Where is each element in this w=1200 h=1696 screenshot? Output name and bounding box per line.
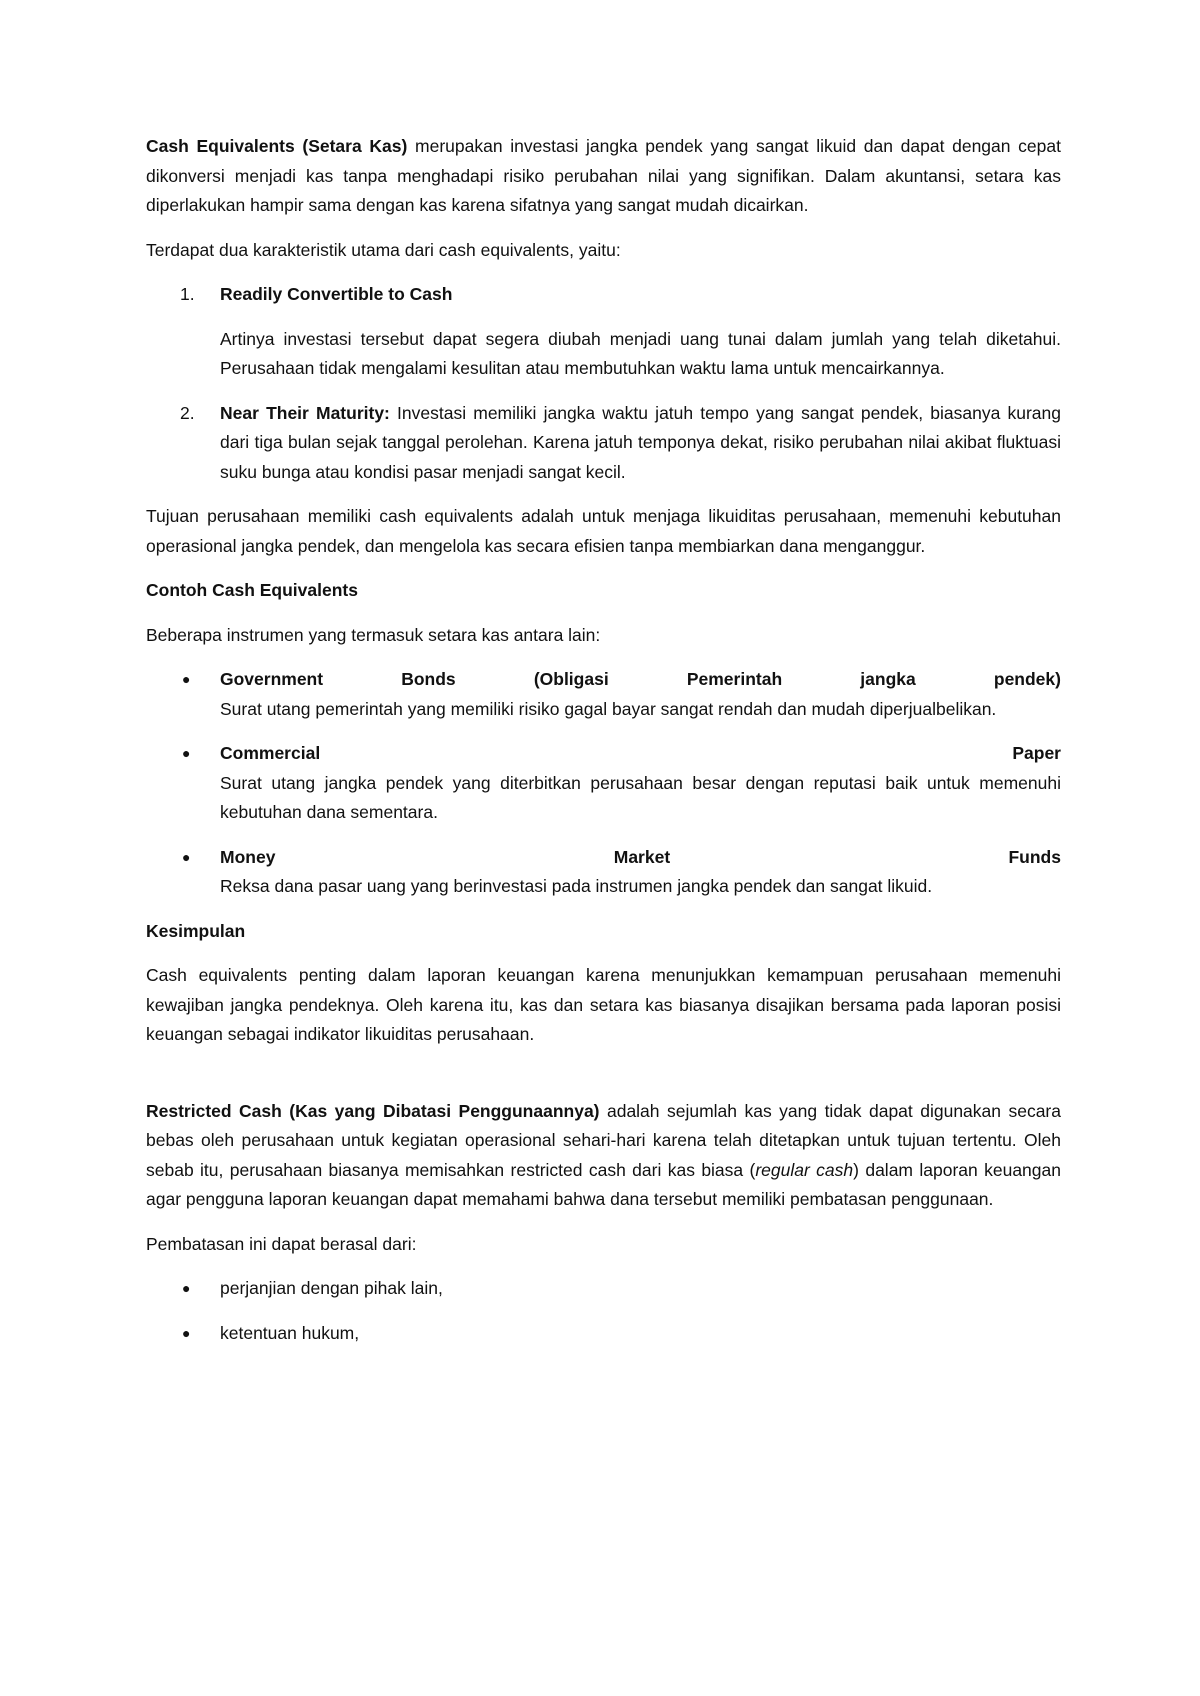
bullet-icon: ●	[182, 848, 191, 865]
example-title-word: Commercial	[220, 743, 321, 763]
example-title-word: Paper	[1012, 743, 1061, 763]
cash-equivalents-term: Cash Equivalents (Setara Kas)	[146, 136, 408, 156]
bullet-icon: ●	[182, 745, 191, 761]
bullet-icon: ●	[182, 1280, 191, 1296]
example-title-word: Funds	[1008, 846, 1061, 867]
characteristic-title: Near Their Maturity:	[220, 402, 390, 423]
characteristic-description: Artinya investasi tersebut dapat segera diubah menjadi uang tunai dalam jumlah yang telah diketahui. Perusahaan tidak mengalami kesulitan atau membutuhkan waktu lama untuk mencairkannya.	[220, 328, 1061, 378]
section-spacer	[146, 1065, 1061, 1097]
restricted-cash-definition-part1: adalah sejumlah kas yang tidak dapat digunakan secara bebas oleh perusahaan untuk kegiatan operasional sehari-hari karena telah ditetapkan untuk tujuan tertentu. Oleh sebab itu, perusahaan biasanya memisahkan restricted cash dari kas biasa (	[146, 1100, 1061, 1180]
example-item	[146, 843, 1061, 902]
example-description: Surat utang jangka pendek yang diterbitkan perusahaan besar dengan reputasi baik untuk memenuhi kebutuhan dana sementara.	[220, 772, 1061, 822]
cash-equivalents-definition: merupakan investasi jangka pendek yang sangat likuid dan dapat dengan cepat dikonversi menjadi kas tanpa menghadapi risiko perubahan nilai yang signifikan. Dalam akuntansi, setara kas diperlakukan hampir sama dengan kas karena sifatnya yang sangat mudah dicairkan.	[146, 136, 1061, 215]
characteristics-intro: Terdapat dua karakteristik utama dari cash equivalents, yaitu:	[146, 239, 621, 260]
restricted-cash-intro	[146, 1097, 1061, 1215]
example-title-word: Market	[613, 846, 671, 867]
restriction-source-item	[146, 1319, 1061, 1349]
bullet-icon: ●	[182, 1324, 191, 1341]
conclusion-heading: Kesimpulan	[146, 920, 246, 941]
example-title-word: Money	[220, 846, 276, 867]
example-title	[220, 739, 1061, 769]
example-title-word: (Obligasi	[533, 669, 609, 689]
examples-list	[146, 665, 1061, 902]
restriction-sources-intro: Pembatasan ini dapat berasal dari:	[146, 1233, 417, 1254]
example-title	[220, 665, 1061, 695]
example-title-word: Government	[220, 669, 324, 689]
example-title-word: Pemerintah	[686, 669, 783, 689]
bullet-icon: ●	[182, 671, 191, 687]
example-item	[146, 739, 1061, 828]
restriction-source-text: ketentuan hukum,	[220, 1322, 360, 1343]
list-number: 1.	[180, 284, 195, 304]
example-title-word: jangka	[860, 669, 916, 689]
purpose-paragraph: Tujuan perusahaan memiliki cash equivalents adalah untuk menjaga likuiditas perusahaan, memenuhi kebutuhan operasional jangka pendek, dan mengelola kas secara efisien tanpa membiarkan dana menganggur.	[146, 506, 1061, 556]
characteristic-item	[146, 280, 1061, 384]
example-description: Reksa dana pasar uang yang berinvestasi pada instrumen jangka pendek dan sangat likuid.	[220, 876, 933, 896]
restriction-sources-list	[146, 1274, 1061, 1348]
example-title	[220, 843, 1061, 873]
example-description: Surat utang pemerintah yang memiliki risiko gagal bayar sangat rendah dan mudah diperjualbelikan.	[220, 698, 997, 719]
conclusion-paragraph: Cash equivalents penting dalam laporan keuangan karena menunjukkan kemampuan perusahaan memenuhi kewajiban jangka pendeknya. Oleh karena itu, kas dan setara kas biasanya disajikan bersama pada laporan posisi keuangan sebagai indikator likuiditas perusahaan.	[146, 965, 1061, 1044]
document-page	[146, 132, 1061, 1363]
restriction-source-item	[146, 1274, 1061, 1304]
list-number: 2.	[180, 402, 195, 423]
restricted-cash-term: Restricted Cash (Kas yang Dibatasi Penggunaannya)	[146, 1100, 600, 1121]
characteristic-title: Readily Convertible to Cash	[220, 284, 453, 304]
restricted-cash-definition-part2: ) dalam laporan keuangan agar pengguna laporan keuangan dapat memahami bahwa dana tersebut memiliki pembatasan penggunaan.	[146, 1159, 1061, 1209]
characteristic-description: Investasi memiliki jangka waktu jatuh tempo yang sangat pendek, biasanya kurang dari tiga bulan sejak tanggal perolehan. Karena jatuh temponya dekat, risiko perubahan nilai akibat fluktuasi suku bunga atau kondisi pasar menjadi sangat kecil.	[220, 402, 1061, 482]
cash-equivalents-intro	[146, 132, 1061, 221]
characteristic-item	[146, 399, 1061, 488]
example-title-word: pendek)	[993, 669, 1061, 689]
regular-cash-term: regular cash	[755, 1159, 854, 1180]
characteristics-list	[146, 280, 1061, 487]
example-item	[146, 665, 1061, 724]
restriction-source-text: perjanjian dengan pihak lain,	[220, 1278, 443, 1298]
examples-heading: Contoh Cash Equivalents	[146, 580, 358, 600]
characteristic-body	[220, 399, 1061, 488]
example-title-word: Bonds	[401, 669, 456, 689]
examples-intro: Beberapa instrumen yang termasuk setara kas antara lain:	[146, 624, 601, 645]
